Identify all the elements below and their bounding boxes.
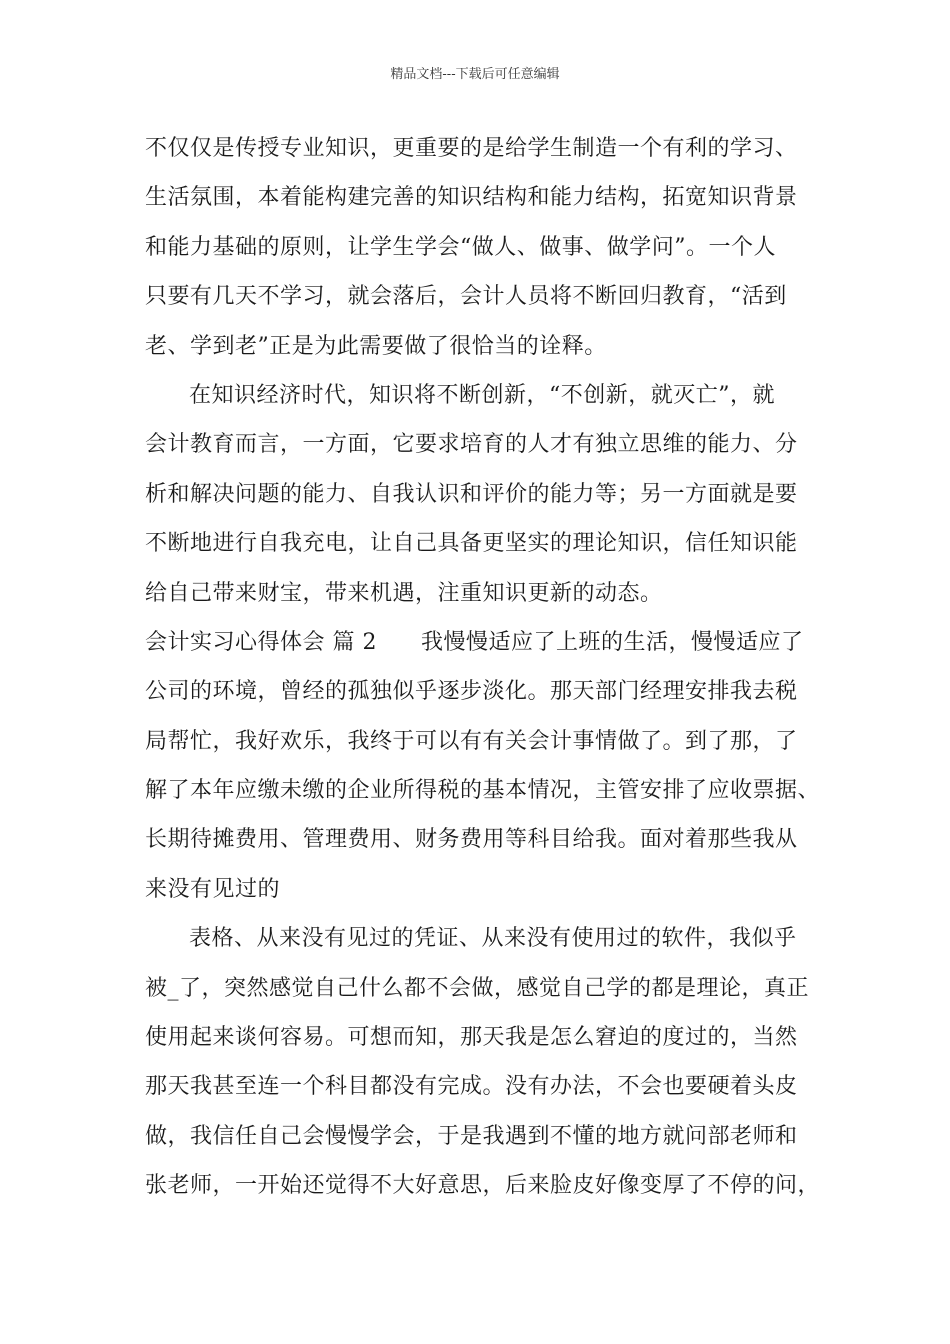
text-line: 只要有几天不学习，就会落后，会计人员将不断回归教育，“活到	[145, 284, 787, 310]
text-line: 在知识经济时代，知识将不断创新，“不创新，就灭亡”，就	[189, 382, 775, 408]
paragraph-4	[145, 914, 835, 1210]
text-line: 公司的环境，曾经的孤独似乎逐步淡化。那天部门经理安排我去税	[145, 679, 798, 705]
text-line: 那天我甚至连一个科目都没有完成。没有办法，不会也要硬着头皮	[145, 1074, 798, 1100]
paragraph-2	[145, 371, 835, 618]
document-body	[145, 124, 835, 1211]
text-line: 老、学到老”正是为此需要做了很恰当的诠释。	[145, 333, 607, 359]
text-line: 来没有见过的	[145, 876, 281, 902]
text-line: 被_了，突然感觉自己什么都不会做，感觉自己学的都是理论，真正	[145, 975, 810, 1001]
text-line: 做，我信任自己会慢慢学会，于是我遇到不懂的地方就问部老师和	[145, 1123, 798, 1149]
text-line: 局帮忙，我好欢乐，我终于可以有有关会计事情做了。到了那，了	[145, 728, 798, 754]
page-header: 精品文档---下载后可任意编辑	[390, 67, 560, 82]
paragraph-3	[145, 618, 835, 914]
text-line: 不断地进行自我充电，让自己具备更坚实的理论知识，信任知识能	[145, 531, 798, 557]
text-line: 不仅仅是传授专业知识，更重要的是给学生制造一个有利的学习、	[145, 136, 798, 161]
text-line: 表格、从来没有见过的凭证、从来没有使用过的软件，我似乎	[189, 926, 797, 952]
text-line: 张老师，一开始还觉得不大好意思，后来脸皮好像变厚了不停的问，	[145, 1173, 821, 1199]
text-line: 给自己带来财宝，带来机遇，注重知识更新的动态。	[145, 580, 663, 606]
text-line: 长期待摊费用、管理费用、财务费用等科目给我。面对着那些我从	[145, 827, 798, 853]
text-line: 析和解决问题的能力、自我认识和评价的能力等；另一方面就是要	[145, 481, 798, 507]
text-line: 生活氛围，本着能构建完善的知识结构和能力结构，拓宽知识背景	[145, 185, 798, 211]
text-line: 使用起来谈何容易。可想而知，那天我是怎么窘迫的度过的，当然	[145, 1025, 798, 1051]
text-line	[145, 618, 835, 667]
paragraph-1	[145, 124, 835, 371]
text-segment: 我慢慢适应了上班的生活，慢慢适应了	[421, 629, 804, 655]
text-line: 会计教育而言，一方面，它要求培育的人才有独立思维的能力、分	[145, 432, 798, 458]
section-heading: 会计实习心得体会 篇 2	[145, 629, 377, 655]
text-line: 解了本年应缴未缴的企业所得税的基本情况，主管安排了应收票据、	[145, 778, 821, 804]
text-line: 和能力基础的原则，让学生学会“做人、做事、做学问”。一个人	[145, 234, 776, 260]
